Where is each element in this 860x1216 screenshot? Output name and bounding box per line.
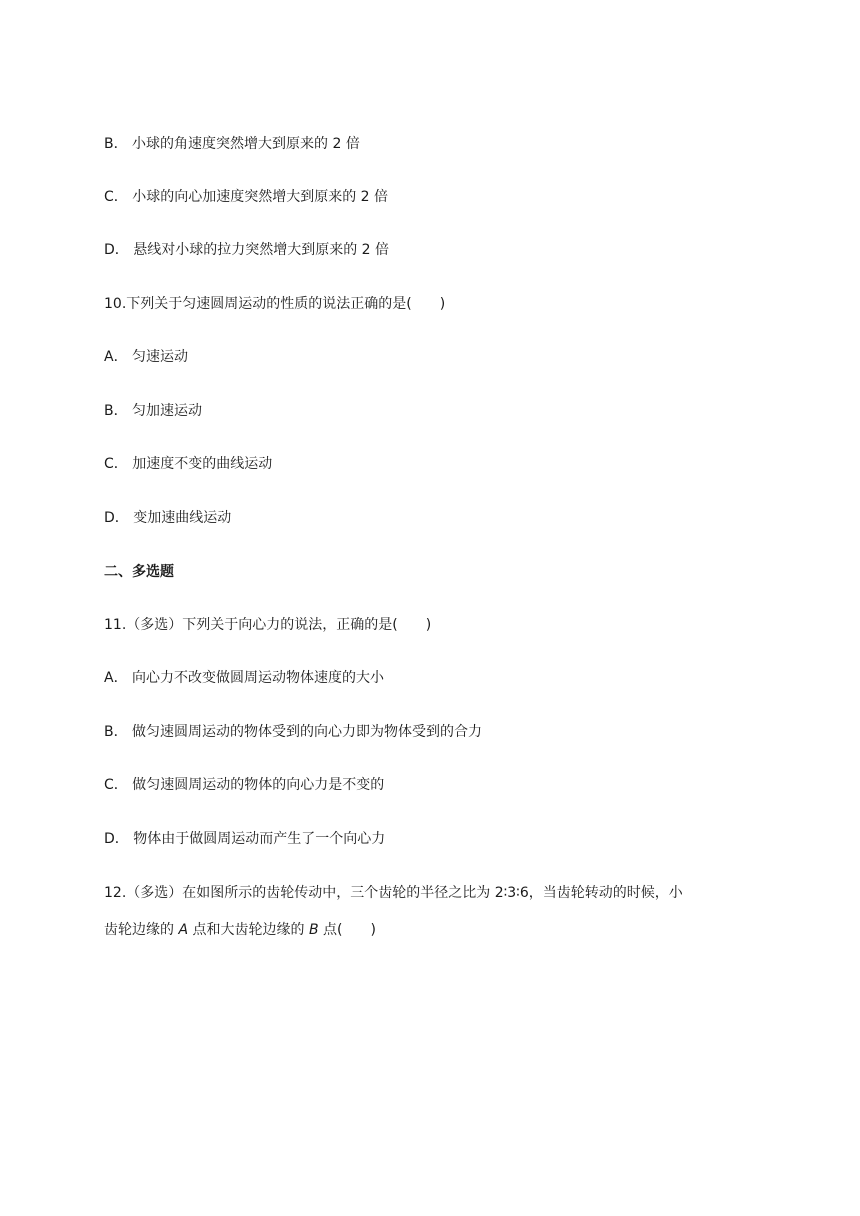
q10-option-d: D． 变加速曲线运动 — [104, 510, 232, 526]
point-b-label: B — [308, 922, 319, 938]
q12-stem-close: ) — [370, 922, 376, 938]
q10-option-c: C． 加速度不变的曲线运动 — [104, 456, 273, 472]
q10-stem-text: 10.下列关于匀速圆周运动的性质的说法正确的是( — [104, 296, 412, 312]
q11-option-b: B． 做匀速圆周运动的物体受到的向心力即为物体受到的合力 — [104, 724, 483, 740]
q11-stem-text: 11.（多选）下列关于向心力的说法，正确的是( — [104, 617, 398, 633]
point-a-label: A — [178, 922, 189, 938]
q9-option-c: C． 小球的向心加速度突然增大到原来的 2 倍 — [104, 189, 389, 205]
q11-option-a: A． 向心力不改变做圆周运动物体速度的大小 — [104, 670, 385, 686]
q12-stem-line1: 12.（多选）在如图所示的齿轮传动中，三个齿轮的半径之比为 2∶3∶6，当齿轮转动的时候，小 — [104, 885, 683, 901]
q10-option-a: A． 匀速运动 — [104, 349, 189, 365]
q12-text-c: 点( — [318, 922, 343, 938]
q11-option-d: D． 物体由于做圆周运动而产生了一个向心力 — [104, 831, 386, 847]
q11-option-c: C． 做匀速圆周运动的物体的向心力是不变的 — [104, 777, 385, 793]
q10-stem — [104, 294, 445, 314]
q10-stem-close: ) — [439, 296, 446, 312]
q11-stem-close: ) — [425, 617, 432, 633]
q12-text-b: 点和大齿轮边缘的 — [188, 922, 309, 938]
q12-text-a: 齿轮边缘的 — [104, 922, 179, 938]
q12-stem-line2 — [104, 920, 376, 940]
q10-option-b: B． 匀加速运动 — [104, 403, 203, 419]
section-title-multiple-choice: 二、多选题 — [104, 564, 174, 580]
q9-option-b: B． 小球的角速度突然增大到原来的 2 倍 — [104, 136, 360, 152]
q11-stem — [104, 615, 431, 635]
q9-option-d: D． 悬线对小球的拉力突然增大到原来的 2 倍 — [104, 242, 390, 258]
